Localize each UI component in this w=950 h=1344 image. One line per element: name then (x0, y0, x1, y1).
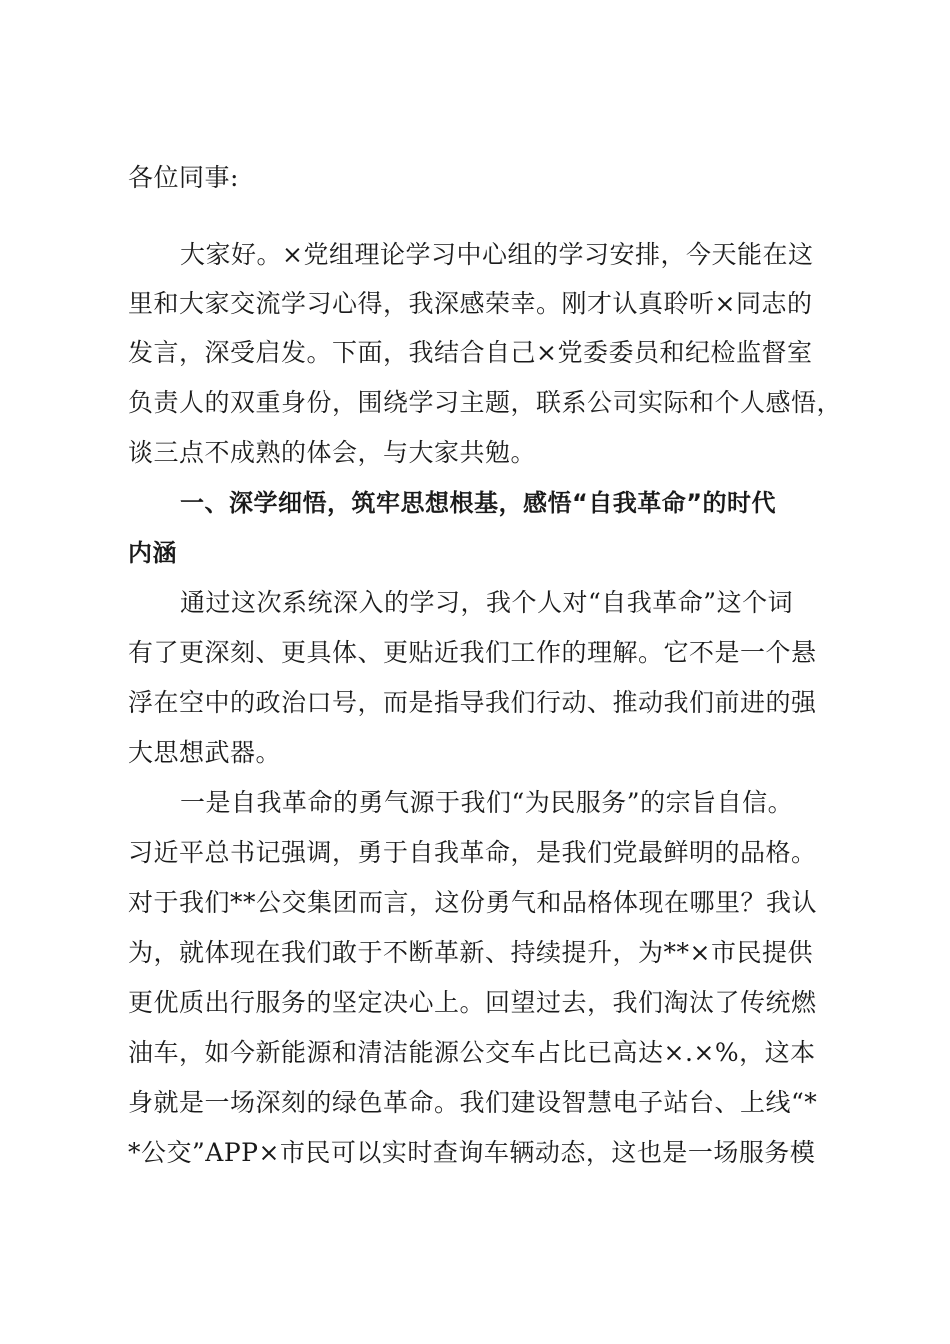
section-heading: 一、深学细悟，筑牢思想根基，感悟“自我革命”的时代 (180, 489, 777, 517)
intro-line: 谈三点不成熟的体会，与大家共勉。 (128, 438, 537, 467)
intro-line: 大家好。×党组理论学习中心组的学习安排，今天能在这 (180, 240, 814, 269)
paragraph-line: 油车，如今新能源和清洁能源公交车占比已高达×.×%，这本 (128, 1038, 816, 1067)
paragraph-line: 更优质出行服务的坚定决心上。回望过去，我们淘汰了传统燃 (128, 988, 817, 1017)
paragraph-line: 通过这次系统深入的学习，我个人对“自我革命”这个词 (180, 588, 794, 617)
paragraph-line: 对于我们**公交集团而言，这份勇气和品格体现在哪里？我认 (128, 888, 818, 917)
paragraph-line: 浮在空中的政治口号，而是指导我们行动、推动我们前进的强 (128, 688, 817, 717)
paragraph-line: 身就是一场深刻的绿色革命。我们建设智慧电子站台、上线“* (128, 1088, 818, 1117)
paragraph-line: 有了更深刻、更具体、更贴近我们工作的理解。它不是一个悬 (128, 638, 817, 667)
intro-line: 负责人的双重身份，围绕学习主题，联系公司实际和个人感悟， (128, 388, 843, 417)
salutation: 各位同事: (128, 163, 239, 192)
paragraph-line: *公交”APP×市民可以实时查询车辆动态，这也是一场服务模 (128, 1138, 816, 1167)
intro-line: 发言，深受启发。下面，我结合自己×党委委员和纪检监督室 (128, 338, 813, 367)
section-heading: 内涵 (128, 539, 177, 567)
paragraph-line: 为，就体现在我们敢于不断革新、持续提升，为**×市民提供 (128, 938, 813, 967)
paragraph-line: 一是自我革命的勇气源于我们“为民服务”的宗旨自信。 (180, 788, 794, 817)
paragraph-line: 大思想武器。 (128, 738, 282, 767)
paragraph-line: 习近平总书记强调，勇于自我革命，是我们党最鲜明的品格。 (128, 838, 817, 867)
intro-line: 里和大家交流学习心得，我深感荣幸。刚才认真聆听×同志的 (128, 289, 813, 318)
